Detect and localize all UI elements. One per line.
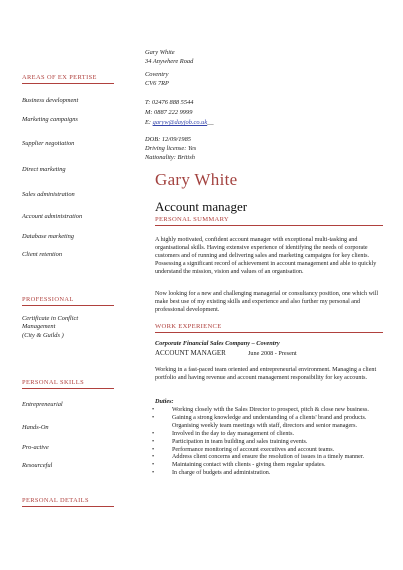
professional-item: (City & Guilds )	[22, 332, 64, 339]
contact-tel: T: 02476 888 5544	[145, 99, 194, 106]
duties-label: Duties:	[155, 398, 174, 405]
work-heading: WORK EXPERIENCE	[155, 323, 222, 330]
email-link[interactable]: garyw@dayjob.co.uk	[152, 119, 208, 126]
list-item: • Gaining a strong knowledge and understanding of a clients' brand and products. Organising weekly team meetings with staff, directors and senior managers.	[150, 415, 385, 431]
professional-rule	[22, 305, 114, 306]
summary-paragraph-1: A highly motivated, confident account manager with exceptional multi-tasking and organisational skills. Having extensive experience of identifying the needs of corporate customers and of running and delivering sales and marketing campaigns for key clients. Possessing a significant record of achievement in account management and able to quickly understand the mission, vision and values of an organisation.	[155, 237, 377, 275]
list-item: • Maintaining contact with clients - giving them regular updates.	[150, 462, 385, 470]
work-rule	[155, 332, 383, 333]
skills-rule	[22, 388, 114, 389]
professional-item: Certificate in Conflict	[22, 315, 79, 322]
area-item: Database marketing	[22, 233, 75, 240]
summary-rule	[155, 225, 383, 226]
role-description: Working in a fast-paced team oriented and entrepreneurial environment. Managing a client portfolio and having revenue and account management responsibility for key accounts.	[155, 367, 377, 381]
summary-heading: PERSONAL SUMMARY	[155, 216, 229, 223]
email-prefix: E:	[145, 119, 152, 126]
list-item: • Working closely with the Sales Director to prospect, pitch & close new business.	[150, 407, 385, 415]
list-item: • Address client concerns and ensure the resolution of issues in a timely manner.	[150, 454, 385, 462]
address-postcode: CV6 7RP	[145, 80, 169, 87]
contact-licence: Driving license: Yes	[145, 145, 197, 152]
area-item: Supplier negotiation	[22, 140, 75, 147]
contact-mobile: M: 0887 222 9999	[145, 109, 193, 116]
skill-item: Entrepreneurial	[22, 401, 63, 408]
job-title: Account manager	[155, 199, 248, 214]
contact-dob: DOB: 12/09/1985	[145, 136, 191, 143]
role-title: ACCOUNT MANAGER	[155, 349, 226, 357]
areas-heading: AREAS OF EX PERTISE	[22, 74, 97, 81]
company-name: Corporate Financial Sales Company – Coventry	[155, 340, 280, 347]
area-item: Business development	[22, 97, 79, 104]
list-item: • In charge of budgets and administration.	[150, 470, 385, 478]
list-item: • Participation in team building and sales training events.	[150, 439, 385, 447]
address-name: Gary White	[145, 49, 175, 56]
details-heading: PERSONAL DETAILS	[22, 497, 89, 504]
duties-list	[150, 407, 385, 478]
professional-heading: PROFESSIONAL	[22, 296, 74, 303]
details-rule	[22, 506, 114, 507]
area-item: Account administration	[22, 213, 83, 220]
area-item: Marketing campaigns	[22, 116, 78, 123]
address-city: Coventry	[145, 71, 169, 78]
skill-item: Pro-active	[22, 444, 49, 451]
address-street: 34 Anywhere Road	[145, 58, 194, 65]
areas-rule	[22, 83, 114, 84]
area-item: Direct marketing	[22, 166, 66, 173]
role-dates: June 2008 - Present	[248, 350, 297, 357]
candidate-name: Gary White	[155, 170, 238, 189]
list-item: • Performance monitoring of account executives and account teams.	[150, 447, 385, 455]
area-item: Sales administration	[22, 191, 75, 198]
list-item: • Involved in the day to day management of clients.	[150, 431, 385, 439]
contact-nationality: Nationality: British	[145, 154, 195, 161]
skill-item: Resourceful	[22, 462, 53, 469]
skills-heading: PERSONAL SKILLS	[22, 379, 85, 386]
contact-email-line: E: garyw@dayjob.co.uk__	[145, 119, 214, 126]
skill-item: Hands-On	[22, 424, 49, 431]
area-item: Client retention	[22, 251, 63, 258]
summary-paragraph-2: Now looking for a new and challenging managerial or consultancy position, one which will make best use of my existing skills and experience and also further my personal and professional development.	[155, 291, 379, 313]
professional-item: Management	[22, 323, 56, 330]
